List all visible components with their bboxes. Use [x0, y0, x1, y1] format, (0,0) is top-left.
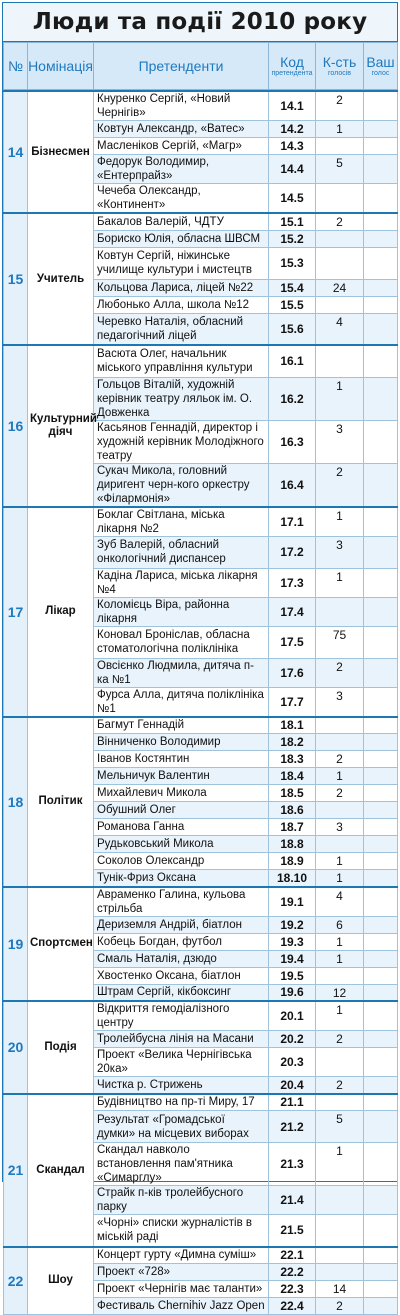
- candidate-code: 22.3: [269, 1281, 316, 1298]
- your-vote-cell[interactable]: [364, 420, 398, 463]
- candidate-code: 18.5: [269, 785, 316, 802]
- nomination-number: 21: [4, 1094, 28, 1247]
- candidate-name: Смаль Наталія, дзюдо: [94, 950, 269, 967]
- candidate-name: Кадіна Лариса, міська лікарня №4: [94, 568, 269, 597]
- candidate-code: 19.2: [269, 916, 316, 933]
- your-vote-cell[interactable]: [364, 626, 398, 658]
- nomination-number: 18: [4, 717, 28, 887]
- candidate-name: Страйк п-ків тролейбусного парку: [94, 1186, 269, 1215]
- candidate-code: 14.1: [269, 91, 316, 121]
- vote-count: 1: [316, 568, 364, 597]
- candidate-code: 17.2: [269, 536, 316, 568]
- vote-count: [316, 296, 364, 313]
- ballot-page: [2, 2, 398, 1313]
- vote-count: 1: [316, 121, 364, 138]
- header-nomination: Номінація: [28, 43, 94, 90]
- table-row: [4, 91, 398, 121]
- candidate-name: Результат «Громадської думки» на місцевих виборах: [94, 1111, 269, 1143]
- vote-count: [316, 1247, 364, 1264]
- candidate-name: Скандал навколо встановлення пам'ятника «Симарглу»: [94, 1143, 269, 1186]
- table-row: [4, 213, 398, 230]
- vote-count: [316, 1215, 364, 1247]
- candidate-code: 17.1: [269, 507, 316, 537]
- candidate-code: 17.7: [269, 687, 316, 717]
- candidate-name: Проект «Велика Чернігівська 20ка»: [94, 1048, 269, 1077]
- vote-count: [316, 734, 364, 751]
- nomination-name: Подія: [28, 1001, 94, 1094]
- your-vote-cell[interactable]: [364, 933, 398, 950]
- your-vote-cell[interactable]: [364, 597, 398, 626]
- vote-count: 2: [316, 1077, 364, 1094]
- your-vote-cell[interactable]: [364, 1094, 398, 1111]
- candidate-name: Чечеба Олександр, «Континент»: [94, 184, 269, 214]
- your-vote-cell[interactable]: [364, 1215, 398, 1247]
- nomination-name: Спортсмен: [28, 887, 94, 1002]
- candidate-code: 18.6: [269, 802, 316, 819]
- your-vote-cell[interactable]: [364, 184, 398, 214]
- candidate-name: Відкриття гемодіалізного центру: [94, 1001, 269, 1031]
- your-vote-cell[interactable]: [364, 1031, 398, 1048]
- your-vote-cell[interactable]: [364, 870, 398, 887]
- candidate-code: 19.1: [269, 887, 316, 917]
- candidate-code: 18.2: [269, 734, 316, 751]
- candidate-code: 15.6: [269, 313, 316, 345]
- vote-count: 1: [316, 1001, 364, 1031]
- your-vote-cell[interactable]: [364, 717, 398, 734]
- candidate-code: 21.3: [269, 1143, 316, 1186]
- header-number: №: [4, 43, 28, 90]
- your-vote-cell[interactable]: [364, 345, 398, 377]
- candidate-code: 20.1: [269, 1001, 316, 1031]
- candidate-code: 16.2: [269, 377, 316, 420]
- vote-count: 1: [316, 950, 364, 967]
- page-title: Люди та події 2010 року: [3, 3, 397, 42]
- your-vote-cell[interactable]: [364, 1048, 398, 1077]
- candidate-name: Овсієнко Людмила, дитяча п-ка №1: [94, 658, 269, 687]
- nomination-number: 20: [4, 1001, 28, 1094]
- vote-count: 3: [316, 687, 364, 717]
- candidate-name: Федорук Володимир, «Ентерпрайз»: [94, 155, 269, 184]
- candidate-code: 19.6: [269, 984, 316, 1001]
- nomination-number: 14: [4, 91, 28, 213]
- table-header: [4, 43, 398, 90]
- candidate-code: 18.10: [269, 870, 316, 887]
- candidate-name: Тунік-Фриз Оксана: [94, 870, 269, 887]
- candidate-name: Бакалов Валерій, ЧДТУ: [94, 213, 269, 230]
- table-row: [4, 1247, 398, 1264]
- nomination-name: Учитель: [28, 213, 94, 345]
- candidate-name: Проект «Чернігів має таланти»: [94, 1281, 269, 1298]
- candidate-name: Романова Ганна: [94, 819, 269, 836]
- candidate-code: 16.4: [269, 463, 316, 507]
- candidate-name: Коновал Броніслав, обласна стоматологічна поліклініка: [94, 626, 269, 658]
- candidate-code: 17.6: [269, 658, 316, 687]
- candidate-code: 15.4: [269, 279, 316, 296]
- nomination-group: [4, 887, 398, 1002]
- candidate-name: Михайлевич Микола: [94, 785, 269, 802]
- vote-count: 2: [316, 658, 364, 687]
- your-vote-cell[interactable]: [364, 916, 398, 933]
- candidate-code: 14.2: [269, 121, 316, 138]
- nomination-group: [4, 1001, 398, 1094]
- your-vote-cell[interactable]: [364, 568, 398, 597]
- candidate-code: 15.1: [269, 213, 316, 230]
- vote-count: 5: [316, 155, 364, 184]
- candidate-name: Любонько Алла, школа №12: [94, 296, 269, 313]
- header-your-vote: Ваш голос: [364, 43, 398, 90]
- candidate-code: 18.3: [269, 751, 316, 768]
- candidates-table: [3, 90, 398, 1315]
- your-vote-cell[interactable]: [364, 1001, 398, 1031]
- vote-count: 2: [316, 463, 364, 507]
- candidate-code: 22.4: [269, 1298, 316, 1315]
- vote-count: [316, 184, 364, 214]
- candidate-code: 15.5: [269, 296, 316, 313]
- your-vote-cell[interactable]: [364, 1281, 398, 1298]
- vote-count: [316, 247, 364, 279]
- vote-count: 3: [316, 819, 364, 836]
- your-vote-cell[interactable]: [364, 751, 398, 768]
- vote-count: 1: [316, 377, 364, 420]
- your-vote-cell[interactable]: [364, 213, 398, 230]
- candidate-code: 18.9: [269, 853, 316, 870]
- your-vote-cell[interactable]: [364, 138, 398, 155]
- your-vote-cell[interactable]: [364, 1264, 398, 1281]
- candidate-name: Кобець Богдан, футбол: [94, 933, 269, 950]
- candidate-name: Фурса Алла, дитяча поліклініка №1: [94, 687, 269, 717]
- candidate-code: 20.4: [269, 1077, 316, 1094]
- your-vote-cell[interactable]: [364, 836, 398, 853]
- vote-count: 2: [316, 1031, 364, 1048]
- candidate-name: Гольцов Віталій, художній керівник театру ляльок ім. О. Довженка: [94, 377, 269, 420]
- candidate-code: 14.5: [269, 184, 316, 214]
- vote-count: 12: [316, 984, 364, 1001]
- candidate-name: Хвостенко Оксана, біатлон: [94, 967, 269, 984]
- nomination-number: 19: [4, 887, 28, 1002]
- candidate-name: Концерт гурту «Димна суміш»: [94, 1247, 269, 1264]
- candidate-name: Касьянов Геннадій, директор і художній керівник Молодіжного театру: [94, 420, 269, 463]
- vote-count: 1: [316, 853, 364, 870]
- candidate-code: 17.3: [269, 568, 316, 597]
- candidate-code: 19.3: [269, 933, 316, 950]
- nomination-number: 22: [4, 1247, 28, 1315]
- your-vote-cell[interactable]: [364, 91, 398, 121]
- table-row: [4, 345, 398, 377]
- nomination-name: Лікар: [28, 507, 94, 717]
- nomination-group: [4, 1094, 398, 1247]
- vote-count: 1: [316, 933, 364, 950]
- nomination-group: [4, 507, 398, 717]
- candidate-name: Мельничук Валентин: [94, 768, 269, 785]
- header-candidates: Претенденти: [94, 43, 269, 90]
- vote-count: [316, 1186, 364, 1215]
- candidate-name: Кнуренко Сергій, «Новий Чернігів»: [94, 91, 269, 121]
- candidate-name: Проект «728»: [94, 1264, 269, 1281]
- table-row: [4, 717, 398, 734]
- nomination-name: Скандал: [28, 1094, 94, 1247]
- candidate-name: Ковтун Александр, «Ватес»: [94, 121, 269, 138]
- vote-count: [316, 802, 364, 819]
- candidate-name: Кольцова Лариса, ліцей №22: [94, 279, 269, 296]
- vote-count: 3: [316, 420, 364, 463]
- vote-count: [316, 597, 364, 626]
- nominations-table: [3, 42, 398, 90]
- candidate-code: 22.1: [269, 1247, 316, 1264]
- vote-count: 4: [316, 887, 364, 917]
- candidate-name: Черевко Наталія, обласний педагогічний ліцей: [94, 313, 269, 345]
- your-vote-cell[interactable]: [364, 658, 398, 687]
- candidate-code: 15.2: [269, 230, 316, 247]
- header-code: Код претендента: [269, 43, 316, 90]
- your-vote-cell[interactable]: [364, 768, 398, 785]
- candidate-code: 19.5: [269, 967, 316, 984]
- candidate-code: 17.4: [269, 597, 316, 626]
- candidate-name: Дериземля Андрій, біатлон: [94, 916, 269, 933]
- candidate-code: 21.1: [269, 1094, 316, 1111]
- candidate-code: 16.1: [269, 345, 316, 377]
- vote-count: 6: [316, 916, 364, 933]
- vote-count: 24: [316, 279, 364, 296]
- candidate-name: Сукач Микола, головний диригент черн-кого оркестру «Філармонія»: [94, 463, 269, 507]
- your-vote-cell[interactable]: [364, 1298, 398, 1315]
- your-vote-cell[interactable]: [364, 247, 398, 279]
- table-row: [4, 507, 398, 537]
- vote-count: [316, 230, 364, 247]
- candidate-name: Масленіков Сергій, «Магр»: [94, 138, 269, 155]
- candidate-code: 18.7: [269, 819, 316, 836]
- vote-count: [316, 1094, 364, 1111]
- header-vote-count: К-сть голосів: [316, 43, 364, 90]
- candidate-code: 22.2: [269, 1264, 316, 1281]
- candidate-code: 14.3: [269, 138, 316, 155]
- candidate-code: 16.3: [269, 420, 316, 463]
- table-row: [4, 1094, 398, 1111]
- table-row: [4, 887, 398, 917]
- candidate-code: 18.1: [269, 717, 316, 734]
- candidate-name: Іванов Костянтин: [94, 751, 269, 768]
- candidate-name: Бориско Юлія, обласна ШВСМ: [94, 230, 269, 247]
- nomination-group: [4, 1247, 398, 1315]
- nomination-name: Політик: [28, 717, 94, 887]
- your-vote-cell[interactable]: [364, 687, 398, 717]
- candidate-code: 15.3: [269, 247, 316, 279]
- candidate-code: 21.5: [269, 1215, 316, 1247]
- nomination-group: [4, 717, 398, 887]
- your-vote-cell[interactable]: [364, 279, 398, 296]
- your-vote-cell[interactable]: [364, 887, 398, 917]
- vote-count: [316, 138, 364, 155]
- vote-count: 4: [316, 313, 364, 345]
- candidate-name: Соколов Олександр: [94, 853, 269, 870]
- vote-count: 1: [316, 507, 364, 537]
- your-vote-cell[interactable]: [364, 819, 398, 836]
- nomination-name: Бізнесмен: [28, 91, 94, 213]
- vote-count: 1: [316, 1143, 364, 1186]
- your-vote-cell[interactable]: [364, 967, 398, 984]
- your-vote-cell[interactable]: [364, 1111, 398, 1143]
- vote-count: 1: [316, 768, 364, 785]
- candidate-name: Чистка р. Стрижень: [94, 1077, 269, 1094]
- your-vote-cell[interactable]: [364, 1186, 398, 1215]
- candidate-code: 20.2: [269, 1031, 316, 1048]
- your-vote-cell[interactable]: [364, 785, 398, 802]
- your-vote-cell[interactable]: [364, 802, 398, 819]
- vote-count: 2: [316, 91, 364, 121]
- nomination-number: 15: [4, 213, 28, 345]
- your-vote-cell[interactable]: [364, 984, 398, 1001]
- your-vote-cell[interactable]: [364, 230, 398, 247]
- nomination-group: [4, 91, 398, 213]
- candidate-name: Васюта Олег, начальник міського управління культури: [94, 345, 269, 377]
- vote-count: [316, 967, 364, 984]
- candidate-name: Вінниченко Володимир: [94, 734, 269, 751]
- vote-count: 14: [316, 1281, 364, 1298]
- candidate-code: 21.2: [269, 1111, 316, 1143]
- your-vote-cell[interactable]: [364, 950, 398, 967]
- candidate-code: 21.4: [269, 1186, 316, 1215]
- vote-count: 75: [316, 626, 364, 658]
- candidate-name: «Чорні» списки журналістів в міській раді: [94, 1215, 269, 1247]
- your-vote-cell[interactable]: [364, 377, 398, 420]
- your-vote-cell[interactable]: [364, 296, 398, 313]
- candidate-code: 18.8: [269, 836, 316, 853]
- your-vote-cell[interactable]: [364, 1077, 398, 1094]
- your-vote-cell[interactable]: [364, 155, 398, 184]
- vote-count: 2: [316, 751, 364, 768]
- candidate-name: Рудьковський Микола: [94, 836, 269, 853]
- your-vote-cell[interactable]: [364, 313, 398, 345]
- candidate-name: Штрам Сергій, кікбоксинг: [94, 984, 269, 1001]
- candidate-name: Будівництво на пр-ті Миру, 17: [94, 1094, 269, 1111]
- candidate-name: Зуб Валерій, обласний онкологічний диспансер: [94, 536, 269, 568]
- candidate-name: Обушний Олег: [94, 802, 269, 819]
- vote-count: [316, 1048, 364, 1077]
- candidate-name: Тролейбусна лінія на Масани: [94, 1031, 269, 1048]
- vote-count: [316, 345, 364, 377]
- vote-count: 2: [316, 213, 364, 230]
- candidate-name: Фестиваль Chernihiv Jazz Open: [94, 1298, 269, 1315]
- candidate-code: 19.4: [269, 950, 316, 967]
- nomination-name: Культурний діяч: [28, 345, 94, 507]
- candidate-code: 14.4: [269, 155, 316, 184]
- candidate-name: Авраменко Галина, кульова стрільба: [94, 887, 269, 917]
- your-vote-cell[interactable]: [364, 463, 398, 507]
- nomination-number: 17: [4, 507, 28, 717]
- vote-count: [316, 836, 364, 853]
- vote-count: 2: [316, 1298, 364, 1315]
- nomination-name: Шоу: [28, 1247, 94, 1315]
- vote-count: 3: [316, 536, 364, 568]
- candidate-name: Боклаг Світлана, міська лікарня №2: [94, 507, 269, 537]
- table-row: [4, 1001, 398, 1031]
- nomination-group: [4, 345, 398, 507]
- vote-count: 1: [316, 870, 364, 887]
- candidate-name: Коломієць Віра, районна лікарня: [94, 597, 269, 626]
- candidate-code: 20.3: [269, 1048, 316, 1077]
- nomination-group: [4, 213, 398, 345]
- your-vote-cell[interactable]: [364, 507, 398, 537]
- vote-count: 2: [316, 785, 364, 802]
- your-vote-cell[interactable]: [364, 536, 398, 568]
- vote-count: [316, 1264, 364, 1281]
- vote-count: [316, 717, 364, 734]
- candidate-name: Ковтун Сергій, ніжинське училище культури і мистецтв: [94, 247, 269, 279]
- your-vote-cell[interactable]: [364, 121, 398, 138]
- your-vote-cell[interactable]: [364, 1247, 398, 1264]
- candidate-name: Багмут Геннадій: [94, 717, 269, 734]
- your-vote-cell[interactable]: [364, 853, 398, 870]
- nomination-number: 16: [4, 345, 28, 507]
- your-vote-cell[interactable]: [364, 1143, 398, 1186]
- candidate-code: 17.5: [269, 626, 316, 658]
- your-vote-cell[interactable]: [364, 734, 398, 751]
- vote-count: 5: [316, 1111, 364, 1143]
- candidate-code: 18.4: [269, 768, 316, 785]
